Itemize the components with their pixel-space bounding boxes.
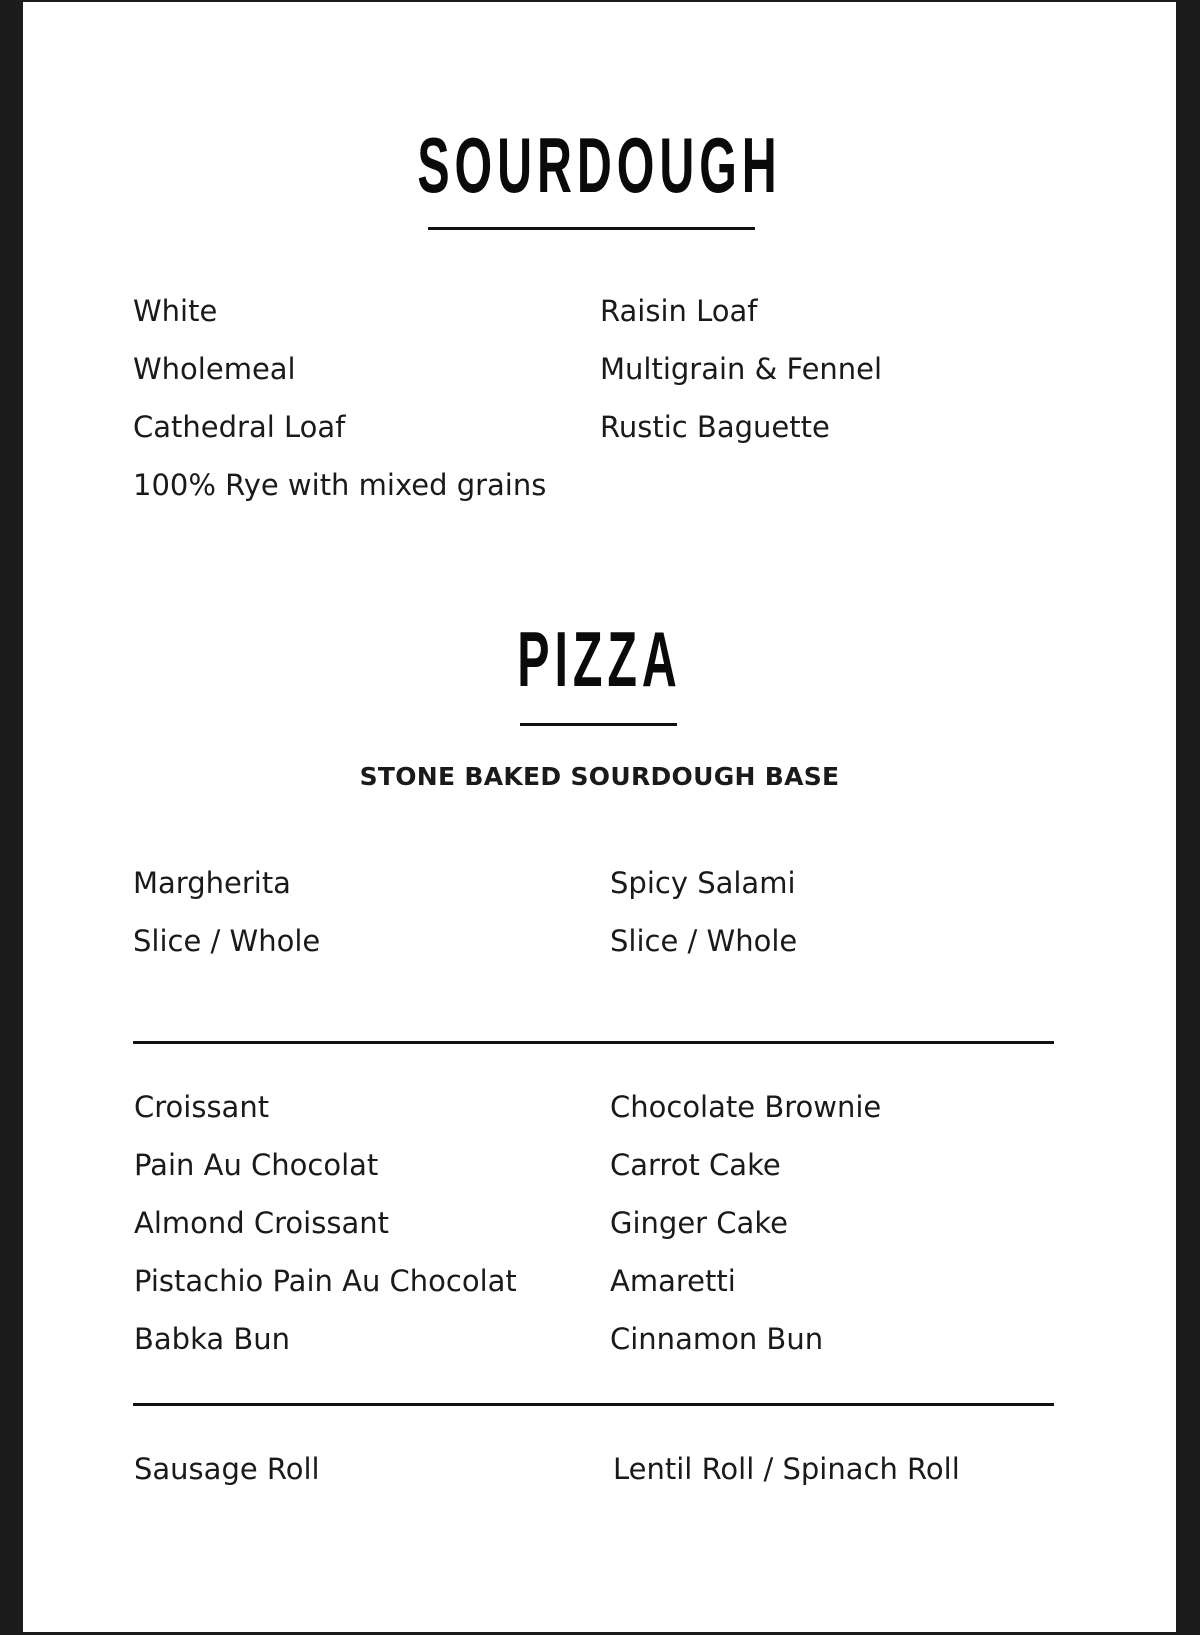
pastry-item: Pistachio Pain Au Chocolat: [134, 1264, 517, 1298]
pizza-item: Margherita: [133, 866, 291, 900]
section-divider: [133, 1403, 1054, 1406]
pizza-subheading: STONE BAKED SOURDOUGH BASE: [359, 762, 840, 791]
menu-page: [23, 2, 1176, 1632]
sourdough-item: Wholemeal: [133, 352, 296, 386]
cake-item: Ginger Cake: [610, 1206, 788, 1240]
section-divider: [133, 1041, 1054, 1044]
pizza-heading-underline: [520, 723, 677, 726]
pizza-item: Spicy Salami: [610, 866, 796, 900]
pizza-item: Slice / Whole: [133, 924, 321, 958]
cake-item: Amaretti: [610, 1264, 736, 1298]
sourdough-item: White: [133, 294, 218, 328]
savoury-item: Lentil Roll / Spinach Roll: [613, 1452, 960, 1486]
pastry-item: Babka Bun: [134, 1322, 291, 1356]
pizza-heading: PIZZA: [517, 615, 682, 703]
savoury-item: Sausage Roll: [134, 1452, 320, 1486]
pizza-item: Slice / Whole: [610, 924, 798, 958]
sourdough-item: Raisin Loaf: [600, 294, 758, 328]
sourdough-item: Rustic Baguette: [600, 410, 830, 444]
cake-item: Carrot Cake: [610, 1148, 781, 1182]
sourdough-heading: SOURDOUGH: [417, 121, 782, 209]
sourdough-heading-underline: [428, 227, 755, 230]
pastry-item: Croissant: [134, 1090, 270, 1124]
pastry-item: Pain Au Chocolat: [134, 1148, 379, 1182]
sourdough-item: Cathedral Loaf: [133, 410, 346, 444]
pastry-item: Almond Croissant: [134, 1206, 389, 1240]
sourdough-item: 100% Rye with mixed grains: [133, 468, 547, 502]
sourdough-item: Multigrain & Fennel: [600, 352, 883, 386]
cake-item: Cinnamon Bun: [610, 1322, 824, 1356]
cake-item: Chocolate Brownie: [610, 1090, 882, 1124]
